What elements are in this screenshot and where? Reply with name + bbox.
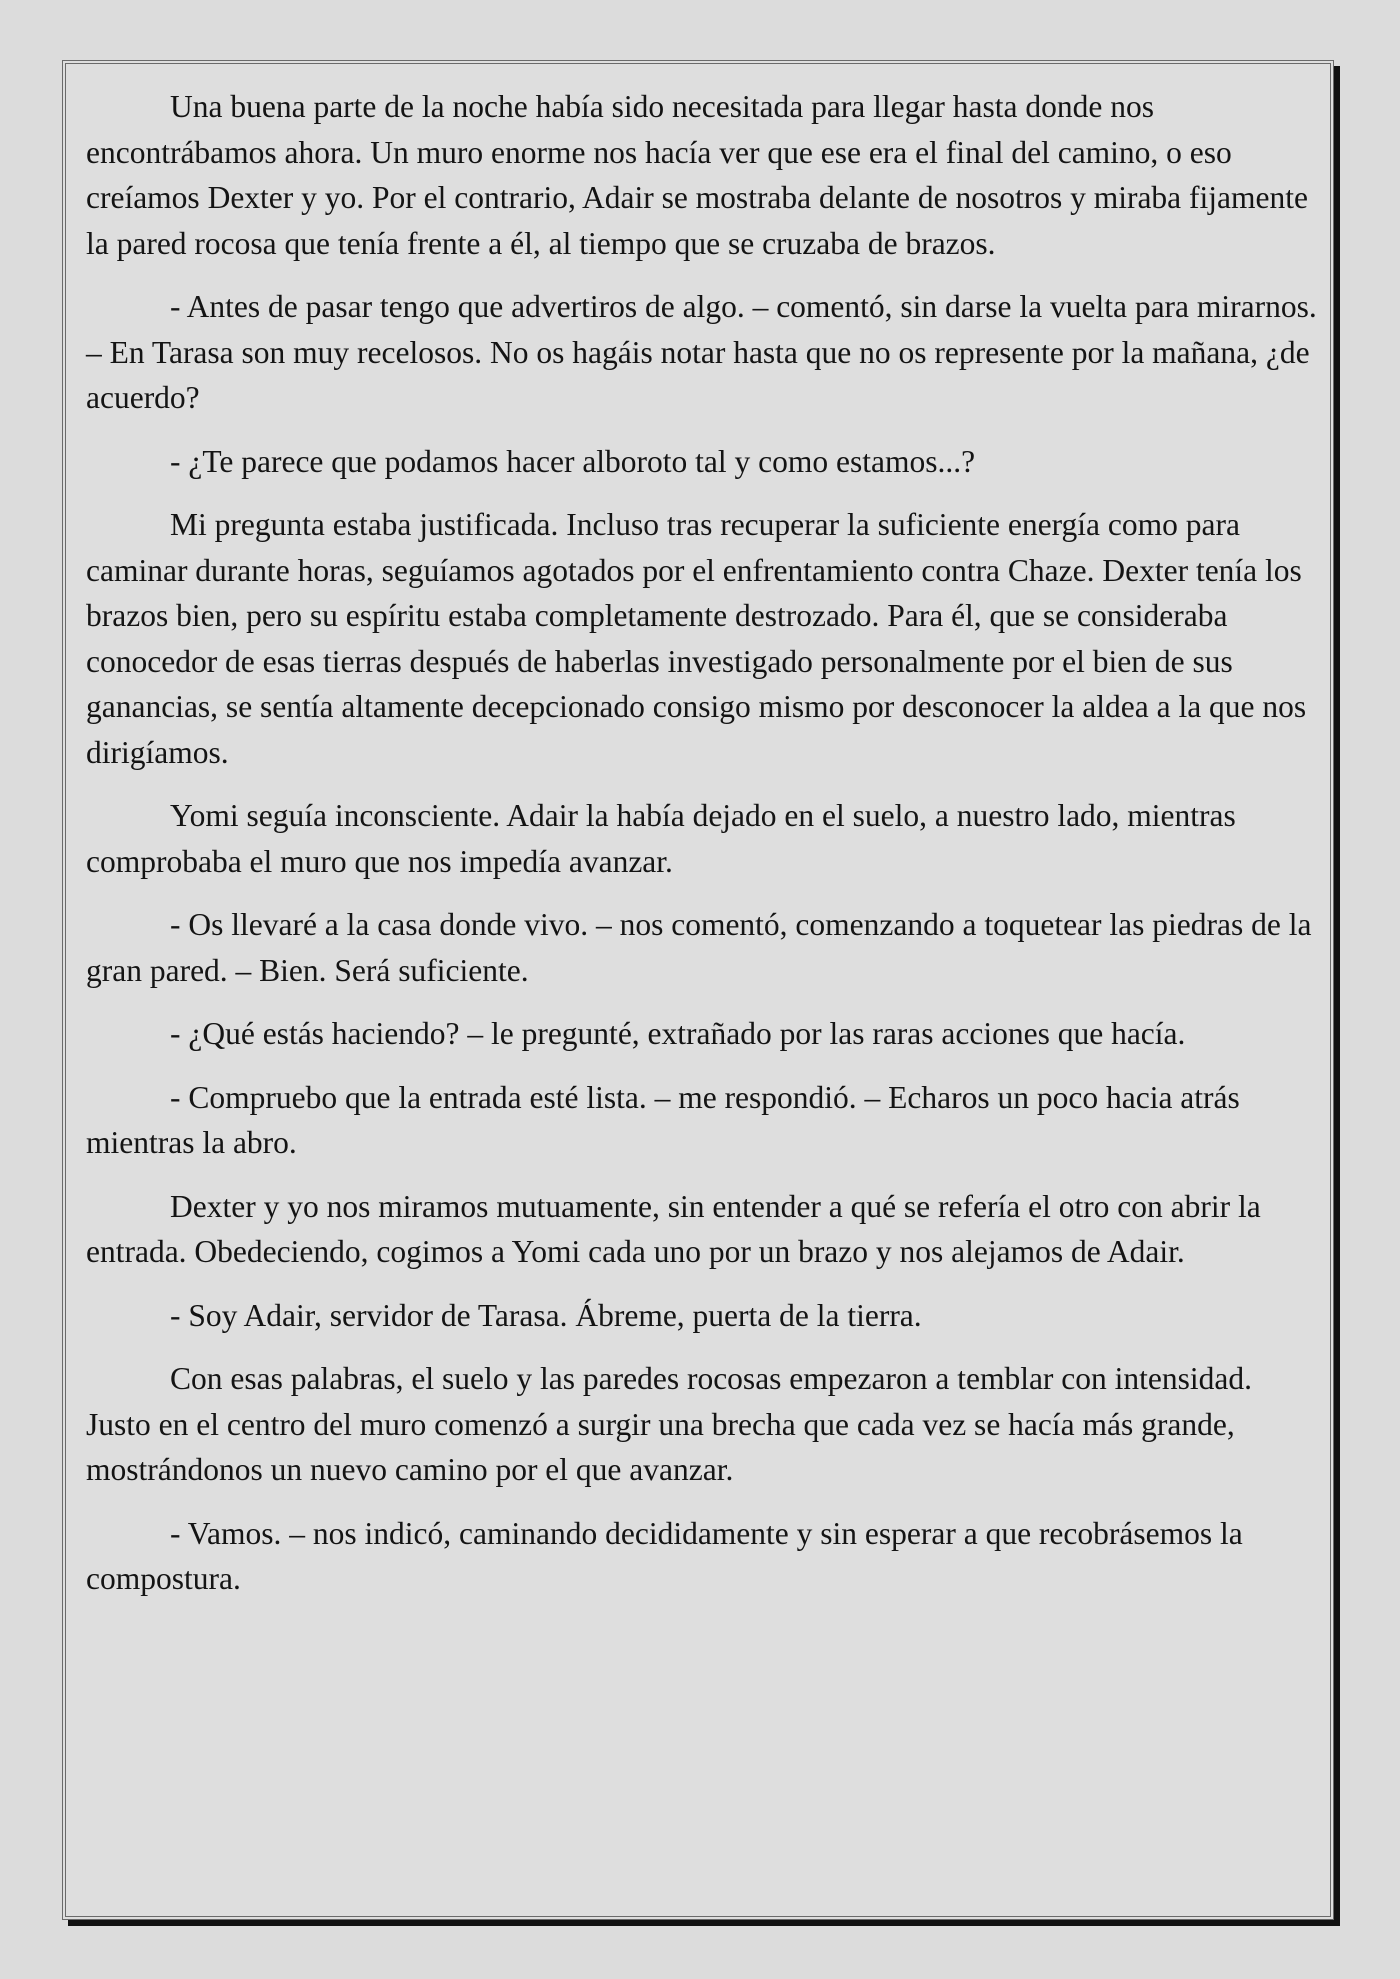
paragraph: Con esas palabras, el suelo y las paredes rocosas empezaron a temblar con intensidad. Justo en el centro del muro comenzó a surgir una brecha que cada vez se hacía más grande, mostrándonos un nuevo camino por el que avanzar. (86, 1361, 1252, 1487)
paragraph: Dexter y yo nos miramos mutuamente, sin entender a qué se refería el otro con abrir la entrada. Obedeciendo, cogimos a Yomi cada uno por un brazo y nos alejamos de Adair. (86, 1188, 1261, 1269)
paragraph: - Antes de pasar tengo que advertiros de algo. – comentó, sin darse la vuelta para mirarnos. – En Tarasa son muy recelosos. No os hagáis notar hasta que no os represente por la mañana, ¿de acuerdo? (86, 289, 1317, 415)
paragraph: - ¿Te parece que podamos hacer alboroto tal y como estamos...? (170, 443, 976, 479)
paragraph: Yomi seguía inconsciente. Adair la había dejado en el suelo, a nuestro lado, mientras comprobaba el muro que nos impedía avanzar. (86, 798, 1236, 879)
paragraph: - Os llevaré a la casa donde vivo. – nos comentó, comenzando a toquetear las piedras de la gran pared. – Bien. Será suficiente. (86, 907, 1312, 988)
paragraph: Una buena parte de la noche había sido necesitada para llegar hasta donde nos encontrábamos ahora. Un muro enorme nos hacía ver que ese era el final del camino, o eso creíamos Dexter y yo. Por el contrario, Adair se mostraba delante de nosotros y miraba fijamente la pared rocosa que tenía frente a él, al tiempo que se cruzaba de brazos. (86, 89, 1308, 261)
paragraph: - ¿Qué estás haciendo? – le pregunté, extrañado por las raras acciones que hacía. (170, 1016, 1186, 1051)
paragraph: - Vamos. – nos indicó, caminando decididamente y sin esperar a que recobrásemos la compostura. (86, 1515, 1243, 1596)
document-page (62, 60, 1334, 1920)
paragraph: - Compruebo que la entrada esté lista. – me respondió. – Echaros un poco hacia atrás mientras la abro. (86, 1079, 1240, 1160)
paragraph: Mi pregunta estaba justificada. Incluso tras recuperar la suficiente energía como para caminar durante horas, seguíamos agotados por el enfrentamiento contra Chaze. Dexter tenía los brazos bien, pero su espíritu estaba completamente destrozado. Para él, que se consideraba conocedor de esas tierras después de haberlas investigado personalmente por el bien de sus ganancias, se sentía altamente decepcionado consigo mismo por desconocer la aldea a la que nos dirigíamos. (86, 507, 1307, 770)
paragraph: - Soy Adair, servidor de Tarasa. Ábreme, puerta de la tierra. (170, 1297, 922, 1333)
body-text (86, 84, 1322, 1620)
